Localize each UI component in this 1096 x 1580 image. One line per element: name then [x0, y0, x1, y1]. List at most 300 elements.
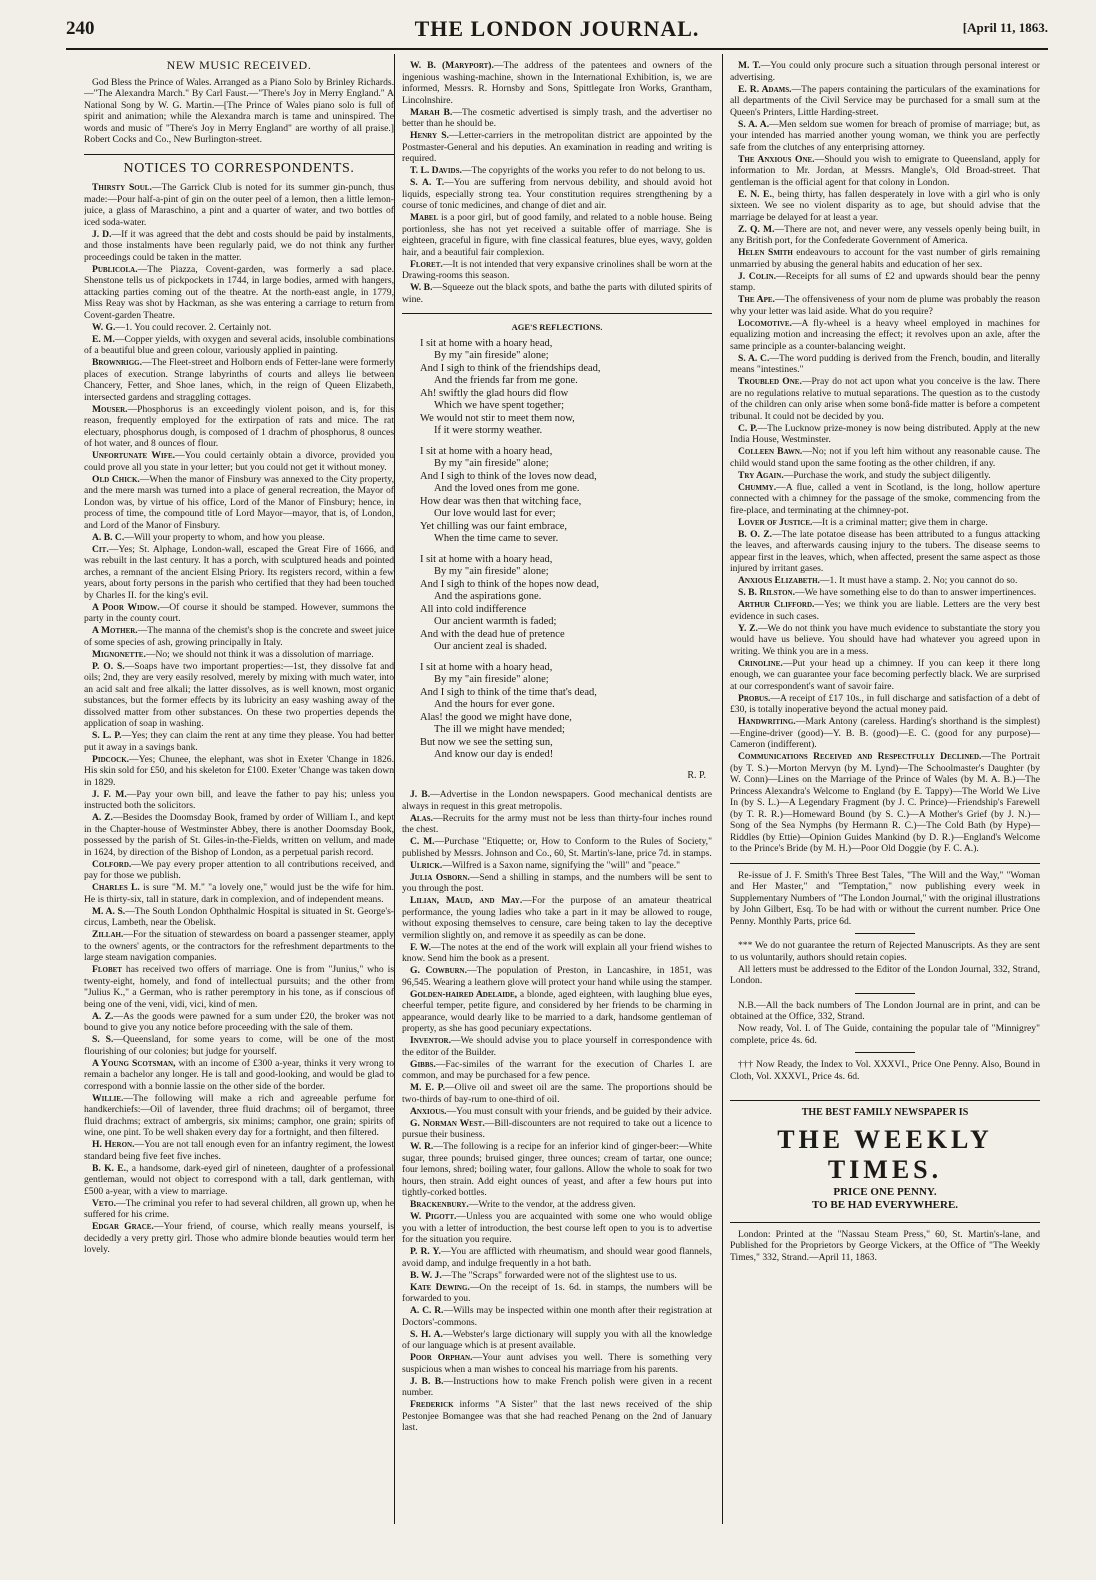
correspondent-notice: [730, 353, 1040, 376]
correspondent-notice: [84, 334, 394, 357]
correspondent-notice: [730, 517, 1040, 529]
imprint-text: London: Printed at the "Nassau Steam Press," 60, St. Martin's-lane, and Published for the Proprietors by George Vickers, at the Office of "The Weekly Times," 332, Strand.—April 11, 1863.: [730, 1228, 1040, 1263]
correspondent-notice: [730, 529, 1040, 575]
correspondent-name: Brownrigg.: [92, 357, 143, 368]
notice-text: —1. It must have a stamp. 2. No; you cannot do so.: [819, 575, 1018, 586]
notice-text: —The offensiveness of your nom de plume was probably the reason why your letter was laid aside. What do you require?: [730, 294, 1040, 317]
notice-text: —Fac-similes of the warrant for the execution of Charles I. are common, and may be purchased for a few pence.: [402, 1058, 712, 1081]
correspondent-name: Arthur Clifford.: [738, 599, 815, 610]
correspondent-name: S. A. T.: [410, 177, 445, 188]
correspondent-name: H. Heron.: [92, 1139, 135, 1150]
poem-signature: R. P.: [687, 769, 706, 781]
poem-line: By my "ain fireside" alone;: [434, 350, 549, 361]
manuscripts-disclaimer: *** We do not guarantee the return of Rejected Manuscripts. As they are sent to us voluntarily, authors should retain copies.: [730, 940, 1040, 963]
header-rule: [66, 48, 1048, 50]
correspondent-notice: [730, 446, 1040, 469]
correspondent-name: Willie.: [92, 1092, 124, 1104]
notice-text: —There are not, and never were, any vessels openly being built, in any British port, for the Confederate Government of America.: [730, 223, 1040, 246]
correspondent-name: P. R. Y.: [410, 1246, 441, 1257]
correspondent-name: Alas.: [410, 812, 433, 824]
correspondent-notice: [402, 1246, 712, 1269]
correspondent-name: Brackenbury.: [410, 1199, 469, 1210]
correspondent-name: Helen Smith: [738, 247, 793, 258]
correspondent-notice: [402, 282, 712, 305]
correspondent-name: Cit.: [92, 543, 109, 555]
editor-address: All letters must be addressed to the Editor of the London Journal, 332, Strand, London.: [730, 963, 1040, 986]
poem-title: AGE'S REFLECTIONS.: [511, 322, 603, 332]
notice-text: —Soaps have two important properties:—1st, they dissolve fat and oils; 2nd, they are very easily resolved, merely by mixing with much water, into an acid salt and free alkali; the latter dissolves, as is well known, most organic substances, but the former effects by its lubricity an easy washing away of the dissolved matter from other substances. On these two properties depends the application of soap in washing.: [84, 660, 394, 729]
correspondent-name: W. Pigott.: [410, 1211, 457, 1222]
notice-text: , a handsome, dark-eyed girl of nineteen, daughter of a professional gentleman, would not object to correspond with a tall, dark gentleman, with £500 a-year, with a view to marriage.: [84, 1162, 394, 1197]
correspondent-name: E. R. Adams.: [738, 83, 792, 95]
notice-text: —The "Scraps" forwarded were not of the slightest use to us.: [441, 1269, 677, 1281]
correspondent-name: S. A. C.: [738, 352, 770, 364]
correspondent-notice: [730, 658, 1040, 693]
correspondent-notice: [402, 872, 712, 895]
poem-line: And I sigh to think of the loves now dead,: [420, 470, 597, 482]
correspondent-name: J. B.: [410, 789, 431, 800]
short-divider: [855, 1052, 915, 1053]
correspondent-notice: [402, 942, 712, 965]
correspondent-name: Y. Z.: [738, 622, 758, 634]
poem-stanza: [420, 662, 712, 762]
correspondent-name: E. M.: [92, 333, 115, 345]
correspondent-name: Colleen Bawn.: [738, 446, 803, 457]
notice-text: —The following will make a rich and agreeable perfume for handkerchiefs:—Oil of lavender, three fluid drachms; oil of bergamot, three fluid drachms; extract of ambergris, six minims; camphor, one grain; spirits of wine, one pint. To be well shaken every day for a fortnight, and then filtered.: [84, 1092, 394, 1138]
correspondent-name: J. D.: [92, 228, 112, 240]
notice-text: endeavours to account for the vast number of girls remaining unmarried by abusing the general habits and education of her sex.: [730, 247, 1040, 270]
correspondent-notice: [84, 730, 394, 753]
poem-line: And I sigh to think of the time that's dead,: [420, 686, 597, 698]
correspondent-name: J. Colin.: [738, 270, 777, 282]
correspondent-name: Mabel: [410, 212, 439, 223]
notice-text: —Advertise in the London newspapers. Good mechanical dentists are always in request in this great metropolis.: [402, 789, 712, 812]
correspondent-name: The Anxious One.: [738, 153, 815, 165]
notice-text: informs "A Sister" that the last news received of the ship Pestonjee Bomangee was that she had reached Penang on the 2nd of January last.: [402, 1399, 712, 1433]
notice-text: —Men seldom sue women for breach of promise of marriage; but, as your intended has married another young woman, we think you are perfectly safe from the clutches of any enterprising attorney.: [730, 118, 1040, 153]
poem-line: But now we see the setting sun,: [420, 736, 553, 748]
notice-text: —Pray do not act upon what you conceive is the law. There are no regulations relative to mutual separations. The question as to the custody of the children can only arise when some bonâ-fide matter is before a competent tribunal. It could not be decided by you.: [730, 376, 1040, 422]
poem-line: We would not stir to meet them now,: [420, 412, 575, 424]
column-3: [730, 60, 1040, 1520]
notice-text: —The Portrait (by T. S.)—Morton Mervyn (by M. Lynd)—The Schoolmaster's Daughter (by W. Conn)—Lines on the Marriage of the Prince of Wales (by M. A. B.)—The Princess Alexandra's Welcome to England (by E. Tappy)—The World We Live In (by S. L.)—A Legendary Fragment (by J. C. Prince)—Friendship's Farewell (by T. R. R.)—Homeward Bound (by S. C.)—A Mother's Grief (by J. N.)—Song of the Sea Nymphs (by Hermann R. C.)—The Cold Bath (by Hype)—Riddles (by Ettie)—Opinion Guides Mankind (by D. R.)—England's Welcome to the Prince's Bride (by M. H.)—Poor Old Doggie (by F. C. A.).: [730, 751, 1040, 854]
notice-text: —The Piazza, Covent-garden, was formerly a sad place. Shenstone tells us of pickpockets in 1744, in large bodies, armed with hangers, attacking parties coming out of the theatre. At the north-east angle, in 1779, Miss Reay was shot by Hackman, as she was entering a carriage to return from Covent-garden Theatre.: [84, 263, 394, 321]
correspondent-name: B. W. J.: [410, 1269, 442, 1281]
ad-line-2: THE WEEKLY TIMES.: [777, 1124, 993, 1184]
correspondent-notice: [730, 247, 1040, 270]
notice-text: —Phosphorus is an exceedingly violent poison, and is, for this reason, frequently employed for the extirpation of rats and mice. The rat electuary, phosphorus dough, is composed of 1 drachm of phosphorus, 8 ounces of hot water, and 8 ounces of flour.: [84, 403, 394, 449]
correspondent-notice: [84, 1139, 394, 1162]
correspondent-name: A Young Scotsman,: [92, 1057, 176, 1069]
correspondent-name: S. A. A.: [738, 118, 770, 130]
poem-line: Which we have spent together;: [434, 400, 565, 411]
correspondent-notice: [402, 1305, 712, 1328]
correspondent-notice: [84, 544, 394, 602]
correspondent-name: Inventor.: [410, 1035, 452, 1046]
correspondent-name: A. C. R.: [410, 1305, 444, 1316]
notice-text: —Wilfred is a Saxon name, signifying the "will" and "peace.": [442, 859, 681, 871]
correspondent-notice: [84, 1198, 394, 1221]
poem-line: By my "ain fireside" alone;: [434, 566, 549, 577]
correspondent-name: Publicola.: [92, 263, 138, 275]
page-number: 240: [66, 18, 95, 39]
correspondent-name: Gibbs.: [410, 1058, 436, 1070]
correspondent-notice: [730, 693, 1040, 716]
correspondent-name: W. R.: [410, 1141, 434, 1152]
column-2: [402, 60, 712, 1520]
correspondent-notice: [402, 212, 712, 258]
correspondent-name: A. Z.: [92, 812, 113, 823]
notice-text: —The population of Preston, in Lancashire, in 1851, was 96,545. Wearing a leathern glove will protect your hand while using the stamper.: [402, 965, 712, 988]
correspondent-notice: [402, 60, 712, 106]
correspondent-name: Lilian, Maud, and May.: [410, 895, 523, 906]
poem-line: Yet chilling was our faint embrace,: [420, 520, 568, 532]
correspondent-name: S. S.: [92, 1034, 114, 1045]
notice-text: —The copyrights of the works you refer to do not belong to us.: [461, 165, 706, 176]
correspondent-name: Kate Dewing.: [410, 1281, 470, 1293]
correspondent-name: Julia Osborn.: [410, 871, 470, 883]
poem-line: The ill we might have mended;: [434, 724, 565, 735]
correspondent-notice: [730, 271, 1040, 294]
notice-text: —No; not if you left him without any reasonable cause. The child would stand upon the same footing as the other children, if any.: [730, 446, 1040, 469]
correspondent-notice: [730, 716, 1040, 751]
correspondent-notice: [730, 423, 1040, 446]
notice-text: —Instructions how to make French polish were given in a recent number.: [402, 1375, 712, 1398]
correspondent-notice: [84, 404, 394, 450]
correspondent-notice: [84, 882, 394, 905]
notices-list-col2-top: [402, 60, 712, 305]
notice-text: —You are suffering from nervous debility, and should avoid hot liquids, especially strong tea. Your constitution requires strengthening by a course of tonic medicines, and change of diet and air.: [402, 177, 712, 211]
correspondent-notice: [402, 107, 712, 130]
notice-text: a blonde, aged eighteen, with laughing blue eyes, cheerful temper, petite figure, and considered by her friends to be charming in appearance, would dearly like to be married to a dark, handsome gentleman of property, as she has good pecuniary expectations.: [402, 988, 712, 1034]
notice-text: —The address of the patentees and owners of the ingenious washing-machine, shown in the International Exhibition, is, we are informed, Messrs. R. Hornsby and Sons, Spittlegate Iron Works, Grantham, Lincolnshire.: [402, 60, 712, 106]
column-rule-1: [394, 54, 395, 1524]
correspondent-notice: [84, 357, 394, 403]
notice-text: —Wills may be inspected within one month after their registration at Doctors'-commons.: [402, 1305, 712, 1328]
notice-text: —Write to the vendor, at the address given.: [468, 1199, 636, 1210]
correspondent-name: P. O. S.: [92, 660, 125, 672]
notice-text: —The late potatoe disease has been attributed to a fungus attacking the leaves, and afterwards causing injury to the tubers. The disease seems to appear first in the leaves, which, when affected, present the same aspect as those injured by irritant gases.: [730, 528, 1040, 574]
notice-text: —Mark Antony (careless. Harding's shorthand is the simplest)—Engine-driver (good)—Y. B. B. (good)—E. C. (good for any purpose)—Cameron (indifferent).: [730, 716, 1040, 750]
correspondent-name: Troubled One.: [738, 376, 802, 387]
notice-text: —Yes; St. Alphage, London-wall, escaped the Great Fire of 1666, and was rebuilt in the last century. It has a porch, with sculptured heads and pointed arches, a remnant of the ancient Elsing Priory. Its registers record, within a few years, about forty persons in the parish who certified that they had been touched by Charles II. for the king's evil.: [84, 543, 394, 601]
correspondent-notice: [402, 1282, 712, 1305]
divider: [402, 313, 712, 314]
correspondent-name: S. B. Rilston.: [738, 587, 795, 598]
correspondent-notice: [730, 587, 1040, 599]
correspondent-notice: [402, 895, 712, 941]
poem-line: How dear was then that witching face,: [420, 495, 582, 507]
poem-line: Ah! swiftly the glad hours did flow: [420, 387, 569, 399]
correspondent-notice: [402, 1118, 712, 1141]
notice-text: —You must consult with your friends, and be guided by their advice.: [446, 1105, 712, 1117]
notice-text: —Unless you are acquainted with some one who would oblige you with a letter of introduction, the best course left open to you is to advertise for the situation you require.: [402, 1211, 712, 1245]
correspondent-notice: [84, 1058, 394, 1093]
notice-text: —Olive oil and sweet oil are the same. The proportions should be two-thirds of bay-rum to one-third of oil.: [402, 1082, 712, 1105]
correspondent-name: Z. Q. M.: [738, 223, 775, 235]
correspondent-notice: [402, 1352, 712, 1375]
notice-text: —The Fleet-street and Holborn ends of Fetter-lane were formerly places of execution. Strange labyrinths of courts and alleys lie between Chancery, Fetter, and Shoe lanes, which, in the reign of Queen Elizabeth, intersected gardens and straggling cottages.: [84, 357, 394, 403]
correspondent-notice: [730, 482, 1040, 517]
correspondent-name: Locomotive.: [738, 317, 792, 329]
correspondent-notice: [402, 1082, 712, 1105]
correspondent-name: Edgar Grace.: [92, 1221, 154, 1232]
divider: [84, 154, 394, 155]
notice-text: —Bill-discounters are not required to take out a licence to pursue their business.: [402, 1117, 712, 1140]
correspondent-name: S. L. P.: [92, 730, 122, 741]
notices-list-col2-bottom: [402, 789, 712, 1434]
correspondent-notice: [402, 177, 712, 212]
correspondent-notice: [84, 812, 394, 858]
masthead: [66, 12, 1048, 46]
poem-line: And know our day is ended!: [434, 749, 554, 760]
correspondent-name: M. T.: [738, 60, 761, 71]
notice-text: —We pay every proper attention to all contributions received, and pay for those we publish.: [84, 858, 394, 881]
correspondent-notice: [84, 450, 394, 473]
correspondent-name: Communications Received and Respectfully Declined.: [738, 751, 982, 762]
column-rule-2: [722, 54, 723, 1524]
correspondent-notice: [84, 264, 394, 322]
notice-text: —A receipt of £17 10s., in full discharge and satisfaction of a debt of £30, is totally inoperative beyond the actual money paid.: [730, 692, 1040, 715]
correspondent-notice: [730, 575, 1040, 587]
weekly-times-ad: [730, 1100, 1040, 1212]
correspondent-name: Try Again.: [738, 469, 784, 481]
notice-text: —You are not tall enough even for an infantry regiment, the lowest standard being five feet five inches.: [84, 1139, 394, 1162]
correspondent-notice: [84, 859, 394, 882]
poem-line: I sit at home with a hoary head,: [420, 445, 553, 457]
correspondent-name: J. F. M.: [92, 788, 127, 800]
notice-text: —Pay your own bill, and leave the father to pay his; unless you instructed both the solicitors.: [84, 788, 394, 811]
notice-text: —The cosmetic advertised is simply trash, and the advertiser no better than he should be.: [402, 106, 712, 129]
correspondent-name: Probus.: [738, 692, 771, 704]
correspondent-name: Ulrick.: [410, 859, 443, 871]
notice-text: —Copper yields, with oxygen and several acids, insoluble combinations of a beautiful blue and green colour, variously applied in painting.: [84, 333, 394, 356]
notices-list-col1: [84, 182, 394, 1256]
correspondent-name: J. B. B.: [410, 1375, 444, 1387]
issue-date: [April 11, 1863.: [962, 20, 1048, 35]
correspondent-notice: [402, 1211, 712, 1246]
correspondent-notice: [730, 376, 1040, 422]
correspondent-name: A Poor Widow.: [92, 601, 160, 613]
correspondent-notice: [84, 661, 394, 730]
notice-text: —No; we should not think it was a dissolution of marriage.: [145, 648, 374, 660]
notice-text: —Your friend, of course, which really means yourself, is decidedly a very pretty girl. Those who admire blonde beauties would term her lovely.: [84, 1221, 394, 1255]
notice-text: —Send a shilling in stamps, and the numbers will be sent to you through the post.: [402, 871, 712, 894]
correspondent-name: A. B. C.: [92, 531, 125, 543]
correspondent-name: Old Chick.: [92, 473, 140, 485]
correspondent-name: Crinoline.: [738, 657, 783, 669]
correspondent-name: Thirsty Soul.: [92, 182, 152, 193]
index-note: ††† Now Ready, the Index to Vol. XXXVI., Price One Penny. Also, Bound in Cloth, Vol. XXXVI., Price 4s. 6d.: [730, 1059, 1040, 1082]
poem-line: I sit at home with a hoary head,: [420, 337, 553, 349]
correspondent-notice: [730, 599, 1040, 622]
music-notice: God Bless the Prince of Wales. Arranged as a Piano Solo by Brinley Richards.—"The Alexandra March." By Carl Faust.—"There's Joy in Merry England." A National Song by W. G. Martin.—[The Prince of Wales piano solo is full of spirit and animation; while the Alexandra march is tame and uninspired. The words and music of "There's Joy in Merry England" are worthy of all praise.] Robert Cocks and Co., New Burlington-street.: [84, 76, 394, 145]
notice-text: —The South London Ophthalmic Hospital is situated in St. George's-circus, Lambeth, near the Obelisk.: [84, 905, 394, 928]
short-divider: [855, 993, 915, 994]
notice-text: —Purchase "Etiquette; or, How to Conform to the Rules of Society," published by Messrs. Johnson and Co., 60, St. Martin's-lane, price 7d. in stamps.: [402, 836, 712, 859]
correspondent-name: Handwriting.: [738, 716, 796, 727]
notice-text: is a poor girl, but of good family, and related to a noble house. Being portionless, she has not yet received a suitable offer of marriage. She is eighteen, graceful in figure, with fine classical features, blue eyes, wavy, golden hair, and a beautiful fair complexion.: [402, 212, 712, 258]
correspondent-notice: [402, 1106, 712, 1118]
correspondent-notice: [402, 165, 712, 177]
correspondent-notice: [730, 623, 1040, 658]
correspondent-notice: [402, 836, 712, 859]
ad-line-1: THE BEST FAMILY NEWSPAPER IS: [801, 1107, 969, 1118]
poem-stanza: [420, 446, 712, 546]
correspondent-notice: [402, 1059, 712, 1082]
poem-line: And the aspirations gone.: [434, 591, 542, 602]
notice-text: —A flue, called a vent in Scotland, is the long, hollow aperture connected with a chimney for the passage of the smoke, commencing from the fire-place, and terminating at the chimney-pot.: [730, 481, 1040, 516]
notice-text: —The following is a recipe for an inferior kind of ginger-beer:—White sugar, three pounds; bruised ginger, three ounces; cream of tartar, one ounce; four lemons, shred; boiling water, four gallons. Allow the whole to soak for two hours, then strain. Add eight ounces of yeast, and after a few hours put into tightly-corked bottles.: [402, 1141, 712, 1198]
notice-text: with an income of £300 a-year, thinks it very wrong to remain a bachelor any longer. He is tall and good-looking, and would be glad to correspond with a bonnie lassie on the other side of the border.: [84, 1057, 394, 1092]
poem-line: I sit at home with a hoary head,: [420, 553, 553, 565]
correspondent-notice: [730, 119, 1040, 154]
correspondent-notice: [402, 1399, 712, 1434]
correspondent-name: S. H. A.: [410, 1328, 443, 1340]
notices-heading: NOTICES TO CORRESPONDENTS.: [123, 160, 355, 176]
correspondent-name: M. A. S.: [92, 905, 126, 917]
notice-text: —It is a criminal matter; give them in charge.: [812, 516, 988, 528]
correspondent-name: Unfortunate Wife.: [92, 450, 176, 461]
correspondent-notice: [730, 60, 1040, 83]
notices-list-col3: [730, 60, 1040, 855]
notice-text: —We have something else to do than to answer impertinences.: [794, 587, 1037, 598]
printer-imprint: [730, 1222, 1040, 1264]
correspondent-notice: [402, 1376, 712, 1399]
correspondent-name: M. E. P.: [410, 1082, 446, 1093]
notice-text: —For the situation of stewardess on board a passenger steamer, apply to the owners' agents, or the contractors for the refreshment departments to the large steam navigation companies.: [84, 929, 394, 963]
poem-line: And the loved ones from me gone.: [434, 483, 580, 494]
notice-text: —You are afflicted with rheumatism, and should wear good flannels, avoid damp, and indulge frequently in a hot bath.: [402, 1246, 712, 1269]
correspondent-notice: [84, 532, 394, 544]
correspondent-name: Floret.: [410, 258, 443, 270]
correspondent-name: W. G.: [92, 321, 116, 333]
poem-stanza: [420, 554, 712, 654]
notice-text: —The word pudding is derived from the French, boudin, and literally means "intestines.": [730, 352, 1040, 375]
notice-text: —Of course it should be stamped. However, summons the party in the county court.: [84, 601, 394, 624]
correspondent-name: C. P.: [738, 422, 758, 434]
notice-text: —The papers containing the particulars of the examinations for all departments of the Civil Service may be purchased for a small sum at the Queen's Printers, Little Harding-street.: [730, 83, 1040, 118]
notice-text: has received two offers of marriage. One is from "Junius," who is twenty-eight, homely, and fond of intellectual pursuits; and the other from "Julius K.," a German, who is rather peremptory in his tone, as if conscious of being one of the veni, vidi, vici, kind of men.: [84, 964, 394, 1010]
notice-text: —The criminal you refer to had several children, all grown up, when he suffered for his crime.: [84, 1197, 394, 1220]
correspondent-notice: [402, 860, 712, 872]
correspondent-name: G. Norman West.: [410, 1117, 485, 1129]
correspondent-name: Poor Orphan.: [410, 1352, 473, 1363]
notice-text: —When the manor of Finsbury was annexed to the City property, and the mere marsh was turned into a place of general recreation, the Mayor of London was, by virtue of his office, Lord of the Manor of Finsbury; hence, in process of time, the compound title of Lord Mayor—mayor, that is, of London, and Lord of the Manor of Finsbury.: [84, 473, 394, 531]
poem-line: Our ancient zeal is shaded.: [434, 641, 547, 652]
notice-text: is sure "M. M." "a lovely one," would just be the wife for him. He is thirty-six, tall in stature, dark in complexion, and of independent means.: [84, 882, 394, 905]
correspondent-notice: [730, 224, 1040, 247]
short-divider: [855, 933, 915, 934]
correspondent-name: Colford.: [92, 858, 132, 870]
correspondent-name: The Ape.: [738, 294, 775, 305]
correspondent-notice: [84, 906, 394, 929]
correspondent-notice: [84, 789, 394, 812]
correspondent-name: Charles L.: [92, 882, 140, 893]
poem-stanza: [420, 338, 712, 438]
correspondent-notice: [730, 318, 1040, 353]
correspondent-name: Golden-haired Adelaide,: [410, 988, 518, 1000]
correspondent-name: Henry S.: [410, 130, 449, 141]
notice-text: —Yes; we think you are liable. Letters are the very best evidence in such cases.: [730, 599, 1040, 622]
correspondent-notice: [730, 84, 1040, 119]
poem-line: And I sigh to think of the friendships dead,: [420, 362, 601, 374]
correspondent-name: G. Cowburn.: [410, 965, 468, 976]
correspondent-notice: [730, 470, 1040, 482]
music-heading: NEW MUSIC RECEIVED.: [166, 60, 312, 72]
correspondent-name: Lover of Justice.: [738, 516, 813, 528]
correspondent-notice: [402, 1270, 712, 1282]
guide-note: Now ready, Vol. I. of The Guide, containing the popular tale of "Minnigrey" complete, price 4s. 6d.: [730, 1023, 1040, 1046]
notice-text: —1. You could recover. 2. Certainly not.: [115, 321, 272, 333]
correspondent-name: Frederick: [410, 1399, 454, 1410]
notice-text: —You could only procure such a situation through personal interest or advertising.: [730, 60, 1040, 83]
correspondent-notice: [84, 754, 394, 789]
correspondent-notice: [84, 1221, 394, 1256]
notice-text: —Should you wish to emigrate to Queensland, apply for information to Mr. Jordan, at Messrs. Mangle's, Old Broad-street. That gentleman is the official agent for that colony in London.: [730, 153, 1040, 188]
correspondent-name: Veto.: [92, 1197, 116, 1209]
correspondent-notice: [402, 813, 712, 836]
poem-line: And the hours for ever gone.: [434, 699, 555, 710]
correspondent-name: Anxious.: [410, 1105, 447, 1117]
correspondent-notice: [402, 789, 712, 812]
poem-line: If it were stormy weather.: [434, 425, 543, 436]
correspondent-notice: [84, 182, 394, 228]
correspondent-name: A. Z.: [92, 1010, 114, 1022]
notice-text: —The Garrick Club is noted for its summer gin-punch, thus made:—Pour half-a-pint of gin on the outer peel of a lemon, then a little lemon-juice, a glass of Maraschino, a pint and a quarter of water, and two bottles of iced soda-water.: [84, 182, 394, 228]
correspondent-notice: [84, 474, 394, 532]
correspondent-name: Chummy.: [738, 481, 777, 493]
notice-text: —Besides the Doomsday Book, framed by order of William I., and kept in the Chapter-house of Westminster Abbey, there is another Doomsday Book, possessed by the parish of St. Giles-in-the-Fields, written on vellum, and made in 1624, by direction of the Bishop of London, as a perpetual parish record.: [84, 812, 394, 858]
poem-line: And with the dead hue of pretence: [420, 628, 565, 640]
notice-text: —Will your property to whom, and how you please.: [124, 531, 325, 543]
poem-line: By my "ain fireside" alone;: [434, 674, 549, 685]
notice-text: —You could certainly obtain a divorce, provided you could prove all you state in your letter; but you could not get it without money.: [84, 450, 394, 473]
correspondent-notice: [402, 1141, 712, 1199]
notice-text: —Squeeze out the black spots, and bathe the parts with diluted spirits of wine.: [402, 282, 712, 305]
correspondent-name: B. O. Z.: [738, 528, 773, 540]
notice-text: —A fly-wheel is a heavy wheel employed in machines for equalizing motion and increasing the effect; it revolves upon an axle, after the same principle as a counter-balancing weight.: [730, 317, 1040, 352]
correspondent-notice: [84, 322, 394, 334]
notice-text: —The manna of the chemist's shop is the concrete and sweet juice of some species of ash, growing principally in Italy.: [84, 625, 394, 648]
divider: [730, 863, 1040, 864]
notice-text: —Webster's large dictionary will supply you with all the knowledge of our language which is at present available.: [402, 1328, 712, 1351]
back-numbers-note: N.B.—All the back numbers of The London Journal are in print, and can be obtained at the Office, 332, Strand.: [730, 999, 1040, 1022]
notice-text: —It is not intended that very expansive crinolines shall be worn at the Drawing-rooms this season.: [402, 258, 712, 281]
notice-text: —The notes at the end of the work will explain all your friend wishes to know. Send him the book as a present.: [402, 941, 712, 964]
ad-line-3: PRICE ONE PENNY.: [833, 1185, 937, 1198]
notice-text: —Your aunt advises you well. There is something very suspicious when a man wishes to conceal his marriage from his parents.: [402, 1352, 712, 1375]
correspondent-notice: [730, 751, 1040, 855]
correspondent-name: W. B.: [410, 282, 433, 293]
correspondent-notice: [84, 229, 394, 264]
correspondent-notice: [402, 965, 712, 988]
correspondent-name: W. B. (Maryport).: [410, 60, 494, 71]
correspondent-name: Pidcock.: [92, 753, 130, 765]
correspondent-name: Flobet: [92, 964, 122, 975]
correspondent-name: E. N. E.: [738, 188, 772, 200]
correspondent-notice: [730, 294, 1040, 317]
correspondent-notice: [402, 989, 712, 1035]
correspondent-notice: [402, 1199, 712, 1211]
poem-line: All into cold indifference: [420, 603, 527, 615]
notice-text: —Yes; Chunee, the elephant, was shot in Exeter 'Change in 1826. His skin sold for £50, and his skeleton for £100. Exeter 'Change was taken down in 1829.: [84, 753, 394, 788]
correspondent-notice: [84, 625, 394, 648]
correspondent-notice: [84, 1093, 394, 1139]
notice-text: —Queensland, for some years to come, will be one of the most flourishing of our colonies; but judge for yourself.: [84, 1034, 394, 1057]
notice-text: —We do not think you have much evidence to substantiate the story you would have us believe. You should have had whatever you agreed upon in writing. We think you are in a mess.: [730, 622, 1040, 657]
poem-line: By my "ain fireside" alone;: [434, 458, 549, 469]
